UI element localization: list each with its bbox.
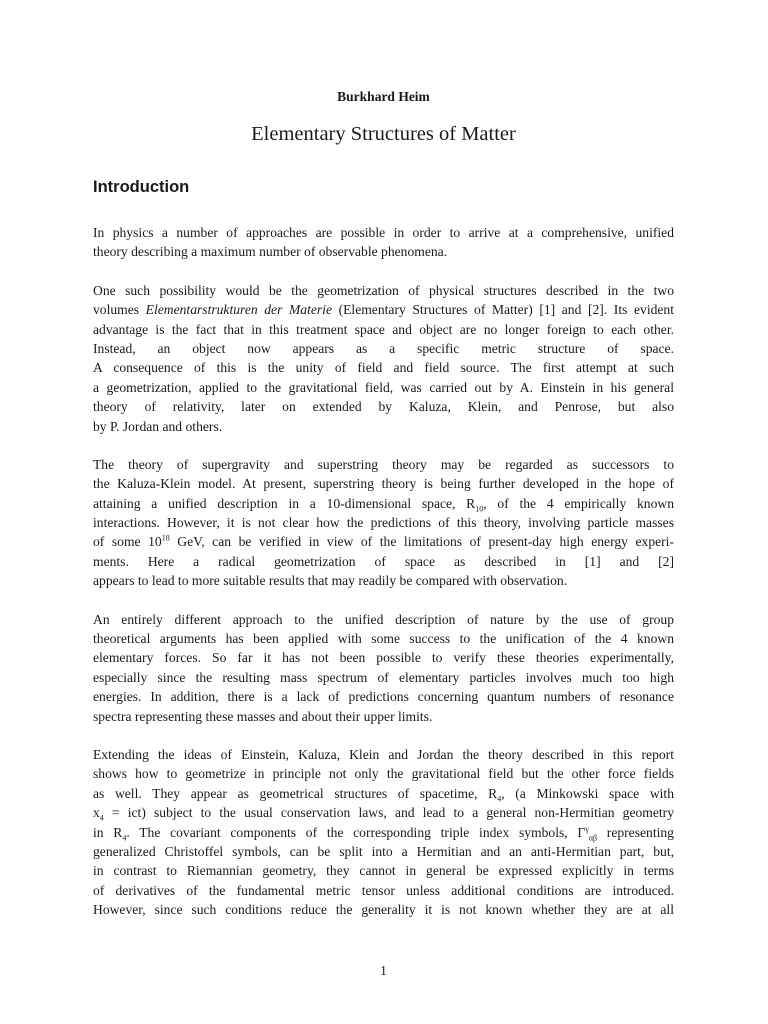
- paragraph-4: [93, 610, 674, 726]
- text-line: shows how to geometrize in principle not only the gravitational field but the other force fields: [93, 766, 674, 782]
- section-heading: Introduction: [93, 178, 190, 196]
- text-line: of some $10^{18}$ GeV, can be verified in view of the limitations of present-day high energy experi-: [93, 533, 674, 550]
- text-line: advantage is the fact that in this treatment space and object are no longer foreign to each other.: [93, 321, 674, 337]
- body-text: [93, 223, 674, 939]
- text-line: energies. In addition, there is a lack of predictions concerning quantum numbers of resonance: [93, 689, 674, 705]
- text-line: of derivatives of the fundamental metric tensor unless additional conditions are introduced.: [93, 882, 674, 898]
- text-line: attaining a unified description in a 10-dimensional space, $R_{10}$, of the 4 empirically known: [93, 495, 674, 514]
- text-line: One such possibility would be the geometrization of physical structures described in the two: [93, 282, 674, 298]
- text-line: a geometrization, applied to the gravitational field, was carried out by A. Einstein in his general: [93, 379, 674, 395]
- text-line: The theory of supergravity and superstring theory may be regarded as successors to: [93, 456, 674, 472]
- text-line: theoretical arguments has been applied with some success to the unification of the 4 known: [93, 631, 674, 647]
- text-line: theory of relativity, later on extended by Kaluza, Klein, and Penrose, but also: [93, 399, 674, 415]
- paragraph-3: [93, 455, 674, 591]
- text-line: interactions. However, it is not clear how the predictions of this theory, involving particle masses: [93, 515, 674, 531]
- paragraph-1: [93, 223, 674, 262]
- paragraph-2: [93, 281, 674, 436]
- text-line: the Kaluza-Klein model. At present, superstring theory is being further developed in the hope of: [93, 476, 674, 492]
- text-line: However, since such conditions reduce the generality it is not known whether they are at all: [93, 902, 674, 918]
- text-line: by P. Jordan and others.: [93, 418, 223, 434]
- text-line: appears to lead to more suitable results that may readily be compared with observation.: [93, 573, 568, 589]
- text-line: as well. They appear as geometrical structures of spacetime, $R_4$, (a Minkowski space with: [93, 785, 675, 804]
- author-name: Burkhard Heim: [337, 89, 430, 104]
- text-line: theory describing a maximum number of observable phenomena.: [93, 244, 448, 260]
- text-line: spectra representing these masses and about their upper limits.: [93, 708, 433, 724]
- text-line: Extending the ideas of Einstein, Kaluza, Klein and Jordan the theory described in this report: [93, 746, 674, 762]
- text-line: elementary forces. So far it has not been possible to verify these theories experimentally,: [93, 650, 674, 666]
- italic-book-title: Elementarstrukturen der Materie: [145, 302, 332, 318]
- text-line: An entirely different approach to the unified description of nature by the use of group: [93, 611, 674, 627]
- document-title: Elementary Structures of Matter: [251, 123, 516, 145]
- page-number: 1: [380, 963, 387, 978]
- text-line: volumes Elementarstrukturen der Materie (Elementary Structures of Matter) [1] and [2]. Its evident: [93, 302, 674, 318]
- text-line: especially since the resulting mass spectrum of elementary particles involves much too high: [93, 669, 674, 685]
- text-line: In physics a number of approaches are possible in order to arrive at a comprehensive, unified: [93, 225, 674, 240]
- text-line: in contrast to Riemannian geometry, they cannot in general be expressed explicitly in terms: [93, 863, 674, 879]
- text-line: Instead, an object now appears as a specific metric structure of space.: [93, 340, 674, 356]
- text-line: ments. Here a radical geometrization of space as described in [1] and [2]: [93, 553, 674, 569]
- text-line: $x_4 = ict$) subject to the usual conservation laws, and lead to a general non-Hermitian geometry: [93, 805, 674, 823]
- text-line: in $R_4$. The covariant components of the corresponding triple index symbols, $\Gamma^\gamma_{\alpha\beta}$ representing: [93, 824, 674, 843]
- text-line: A consequence of this is the unity of field and field source. The first attempt at such: [93, 360, 674, 376]
- paragraph-5: [93, 745, 674, 920]
- text-line: generalized Christoffel symbols, can be split into a Hermitian and an anti-Hermitian part, but,: [93, 843, 674, 859]
